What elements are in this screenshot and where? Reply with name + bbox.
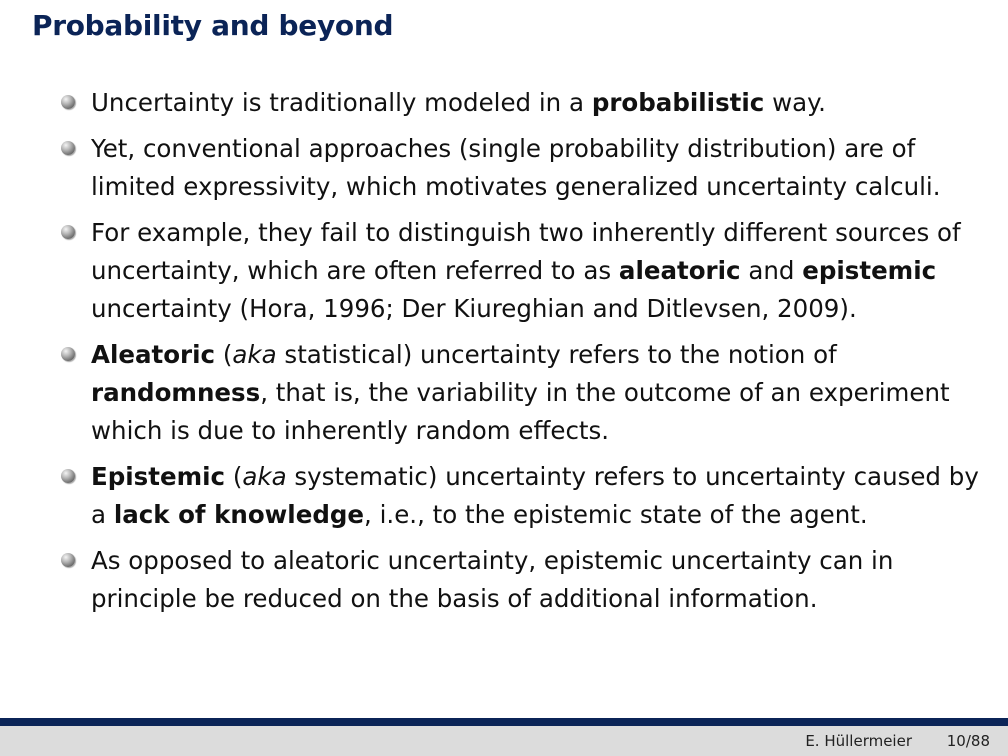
slide-title: Probability and beyond xyxy=(32,9,394,42)
slide-footer xyxy=(0,726,1008,756)
bullet-list xyxy=(56,84,986,626)
bullet-text-part: ( xyxy=(225,462,243,491)
sphere-bullet-icon xyxy=(61,347,75,361)
bullet-item-6 xyxy=(56,542,986,618)
sphere-bullet-icon xyxy=(61,469,75,483)
bullet-text-part: and xyxy=(740,256,803,285)
bullet-text-part: epistemic xyxy=(802,256,937,285)
bullet-text-part: Uncertainty is traditionally modeled in a xyxy=(91,88,592,117)
footer-accent-bar xyxy=(0,718,1008,726)
bullet-item-1 xyxy=(56,84,986,122)
bullet-item-5 xyxy=(56,458,986,534)
bullet-text-part: way. xyxy=(764,88,826,117)
page-number: 10/88 xyxy=(946,732,990,750)
sphere-bullet-icon xyxy=(61,553,75,567)
footer-author: E. Hüllermeier xyxy=(805,732,912,750)
bullet-item-2 xyxy=(56,130,986,206)
bullet-text-part: Aleatoric xyxy=(91,340,216,369)
sphere-bullet-icon xyxy=(61,141,75,155)
bullet-text-part: aka xyxy=(242,462,287,491)
bullet-text-part: systematic) uncertainty refers to uncertainty caused by a xyxy=(91,462,979,529)
sphere-bullet-icon xyxy=(61,225,75,239)
bullet-text-part: Epistemic xyxy=(91,462,226,491)
bullet-item-3 xyxy=(56,214,986,328)
bullet-text-part: randomness xyxy=(91,378,261,407)
bullet-text-part: For example, they fail to distinguish two inherently different sources of uncertainty, which are often referred to as xyxy=(91,218,961,285)
bullet-text-part: aka xyxy=(232,340,277,369)
bullet-text-part: , i.e., to the epistemic state of the agent. xyxy=(364,500,868,529)
bullet-text-part: , that is, the variability in the outcome of an experiment which is due to inherently random effects. xyxy=(91,378,950,445)
sphere-bullet-icon xyxy=(61,95,75,109)
bullet-text-part: statistical) uncertainty refers to the notion of xyxy=(276,340,837,369)
bullet-text-part: Yet, conventional approaches (single probability distribution) are of limited expressivity, which motivates generalized uncertainty calculi. xyxy=(91,134,941,201)
bullet-text-part: probabilistic xyxy=(591,88,765,117)
bullet-text-part: uncertainty (Hora, 1996; Der Kiureghian and Ditlevsen, 2009). xyxy=(91,294,857,323)
bullet-text-part: lack of knowledge xyxy=(113,500,365,529)
bullet-text-part: As opposed to aleatoric uncertainty, epistemic uncertainty can in principle be reduced on the basis of additional information. xyxy=(91,546,894,613)
bullet-text-part: aleatoric xyxy=(618,256,741,285)
bullet-item-4 xyxy=(56,336,986,450)
bullet-text-part: ( xyxy=(215,340,233,369)
